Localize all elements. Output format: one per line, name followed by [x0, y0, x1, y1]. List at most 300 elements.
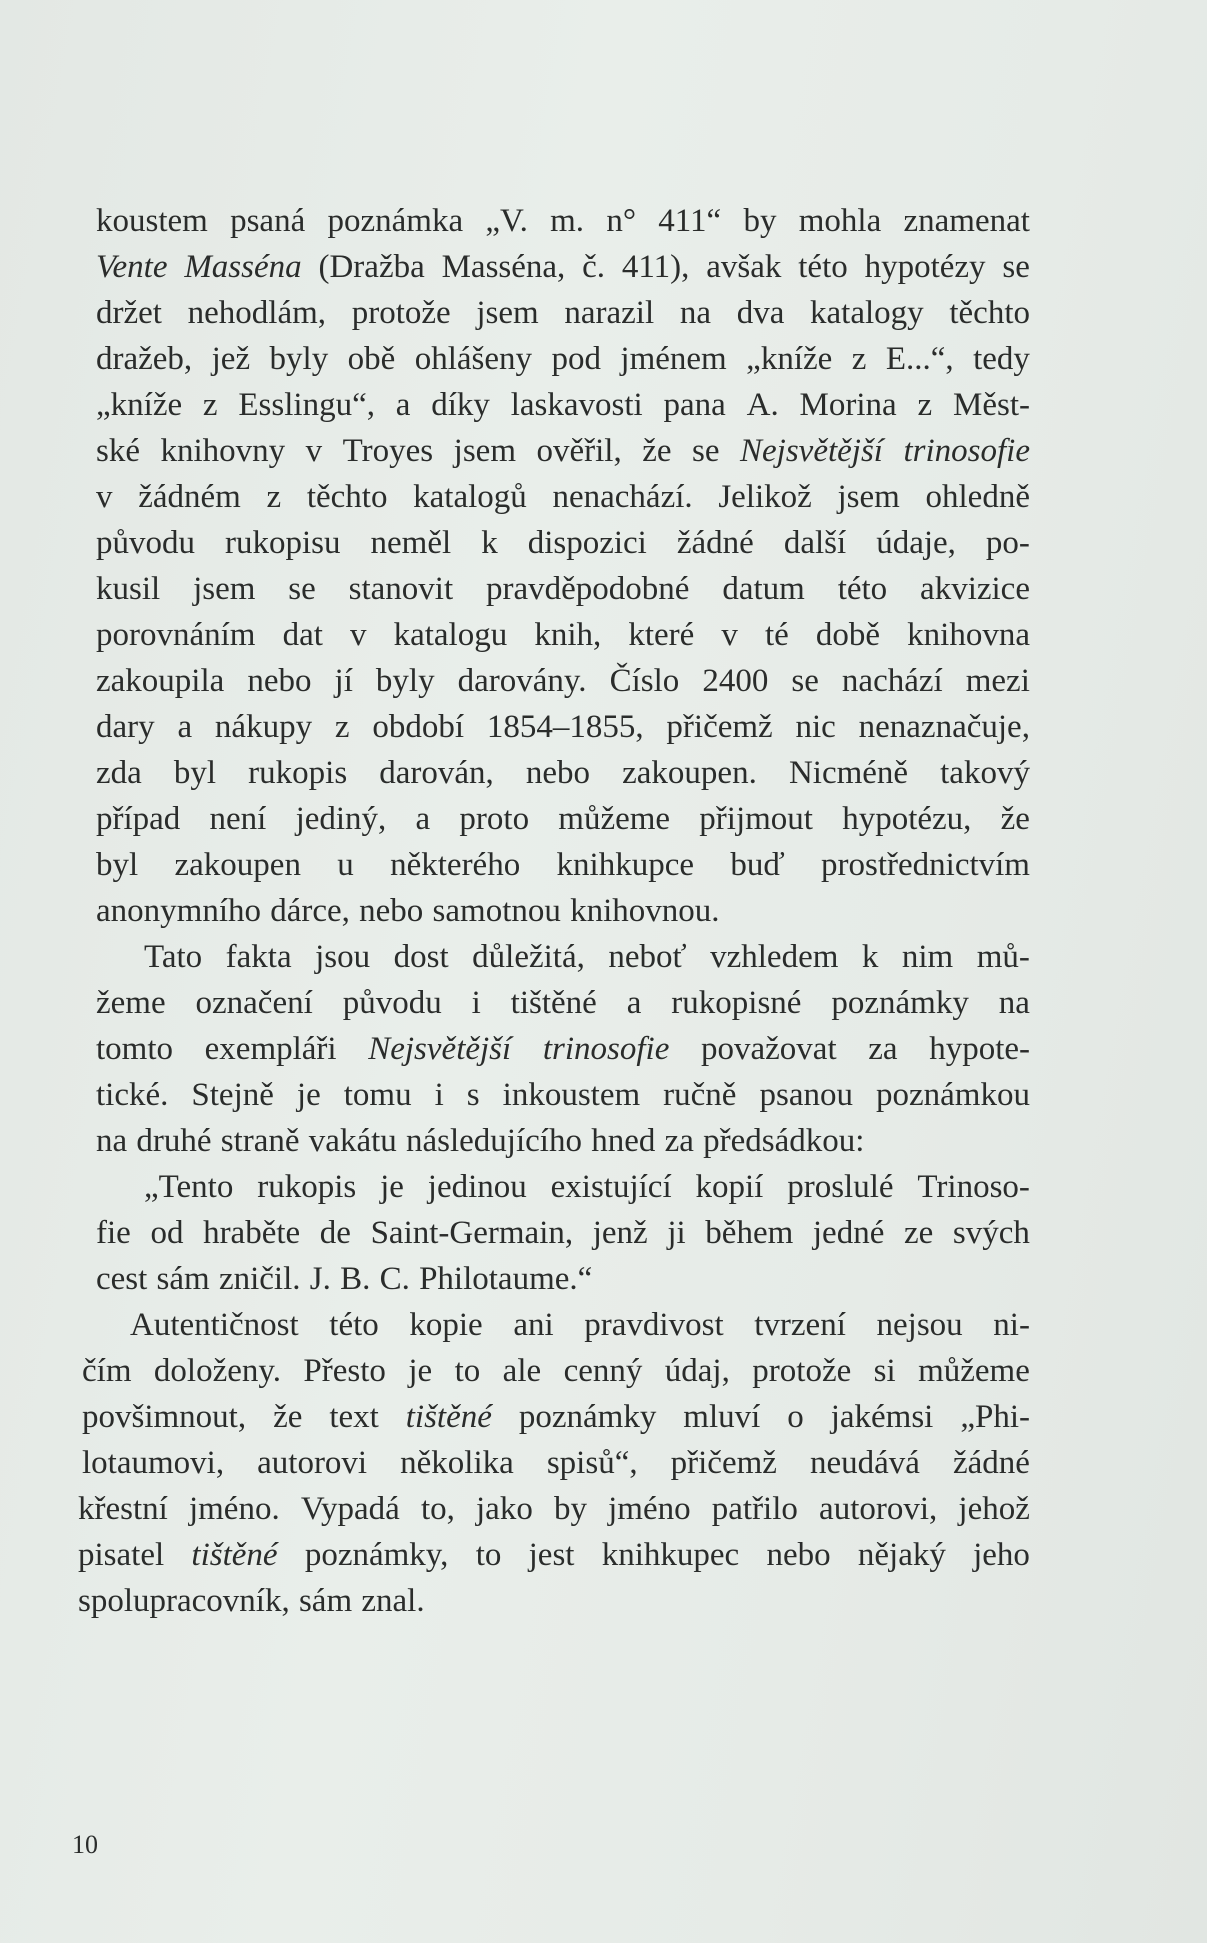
word: E...“, [885, 341, 954, 377]
text-line [78, 1486, 1030, 1532]
word: dva [736, 295, 785, 331]
word: následujícího [406, 1123, 582, 1159]
text-line [96, 566, 1030, 612]
word: Vypadá [300, 1491, 400, 1527]
word: avšak [706, 249, 782, 285]
word: jsem [453, 433, 516, 469]
word: 411“ [658, 203, 722, 239]
word: anonymního [96, 893, 261, 929]
word: cest [96, 1261, 148, 1297]
word: pana [663, 387, 726, 423]
word: spolupracovník, [78, 1583, 290, 1619]
word: jest [528, 1537, 575, 1573]
word: předsádkou: [703, 1123, 865, 1159]
text-line [96, 750, 1030, 796]
text-line [96, 704, 1030, 750]
word: cenný [563, 1353, 643, 1389]
italic-word: Nejsvětější [740, 433, 883, 469]
word: dost [393, 939, 449, 975]
word: té [764, 617, 789, 653]
word: zakoupen. [622, 755, 757, 791]
word: autorovi, [819, 1491, 938, 1527]
word: jakémsi [830, 1399, 934, 1435]
word: Měst- [952, 387, 1030, 423]
word: Autentičnost [130, 1307, 299, 1343]
word: znamenat [903, 203, 1030, 239]
word: za [664, 1123, 694, 1159]
page-number: 10 [72, 1830, 98, 1859]
word: nehodlám, [187, 295, 327, 331]
word: proto [459, 801, 530, 837]
word: některého [390, 847, 521, 883]
word: je [380, 1169, 404, 1205]
word: povšimnout, [82, 1399, 247, 1435]
word: ské [96, 433, 140, 469]
word: můžeme [918, 1353, 1030, 1389]
word: Číslo [609, 663, 680, 699]
word: protože [752, 1353, 852, 1389]
word: původu [342, 985, 442, 1021]
word: „V. [485, 203, 528, 239]
text-line [82, 1440, 1030, 1486]
word: jehož [958, 1491, 1030, 1527]
word: jí [334, 663, 353, 699]
word: laskavosti [510, 387, 643, 423]
body-text [78, 198, 1030, 1624]
word: o [787, 1399, 804, 1435]
word: z [334, 709, 350, 745]
word: poznámkou [876, 1077, 1030, 1113]
word: psanou [759, 1077, 853, 1113]
word: době [815, 617, 881, 653]
word: přičemž [670, 1445, 777, 1481]
word: ověřil, [536, 433, 622, 469]
word: jsem [476, 295, 539, 331]
word: C. [379, 1261, 410, 1297]
text-line [96, 474, 1030, 520]
word: katalogy [810, 295, 924, 331]
word: několika [400, 1445, 514, 1481]
word: žádné [676, 525, 754, 561]
word: k [861, 939, 879, 975]
word: údaje, [876, 525, 956, 561]
word: i [471, 985, 481, 1021]
text-line [96, 1164, 1030, 1210]
word: dispozici [527, 525, 647, 561]
word: „Phi- [960, 1399, 1030, 1435]
word: sám [156, 1261, 210, 1297]
text-line [96, 1118, 1030, 1164]
word: byly [375, 663, 435, 699]
word: Nicméně [788, 755, 909, 791]
word: z [202, 387, 218, 423]
word: knihovna [907, 617, 1030, 653]
word: označení [195, 985, 313, 1021]
text-line [96, 1026, 1030, 1072]
word: hraběte [203, 1215, 301, 1251]
word: z [851, 341, 867, 377]
word: by [553, 1491, 587, 1527]
word: v [305, 433, 323, 469]
word: ale [502, 1353, 542, 1389]
word: ručně [663, 1077, 737, 1113]
word: nákupy [214, 709, 313, 745]
word: tvrzení [754, 1307, 846, 1343]
word: rukopis [248, 755, 348, 791]
word: spisů“, [546, 1445, 638, 1481]
word: považovat [701, 1031, 837, 1067]
word: neboť [608, 939, 687, 975]
word: 2400 [702, 663, 769, 699]
word: není [209, 801, 267, 837]
word: na [96, 1123, 128, 1159]
word: 411), [621, 249, 690, 285]
word: tomu [343, 1077, 412, 1113]
word: ani [513, 1307, 554, 1343]
word: to [454, 1353, 481, 1389]
word: jeho [973, 1537, 1030, 1573]
word: dárce, [270, 893, 350, 929]
word: Masséna, [441, 249, 566, 285]
text-line [96, 244, 1030, 290]
text-line [96, 796, 1030, 842]
word: narazil [564, 295, 655, 331]
word: hypotézu, [842, 801, 972, 837]
word: jež [211, 341, 251, 377]
word: to [475, 1537, 502, 1573]
word: mohla [798, 203, 882, 239]
word: proslulé [787, 1169, 894, 1205]
word: rukopis [257, 1169, 357, 1205]
word: tedy [973, 341, 1030, 377]
word: důležitá, [472, 939, 585, 975]
word: jméno [608, 1491, 691, 1527]
word: k [481, 525, 498, 561]
word: Tato [144, 939, 203, 975]
italic-word: Masséna [184, 249, 302, 285]
text-line [96, 1256, 1030, 1302]
word: na [679, 295, 711, 331]
word: se [692, 433, 720, 469]
text-line [96, 290, 1030, 336]
word: zakoupila [96, 663, 225, 699]
word: je [296, 1077, 321, 1113]
word: „kníže [96, 387, 183, 423]
word: nic [795, 709, 836, 745]
italic-word: trinosofie [542, 1031, 670, 1067]
word: svých [952, 1215, 1030, 1251]
text-line [96, 658, 1030, 704]
word: žeme [96, 985, 166, 1021]
word: ze [903, 1215, 934, 1251]
word: knihkupec [601, 1537, 740, 1573]
word: 1854–1855, [486, 709, 644, 745]
word: ohlášeny [414, 341, 533, 377]
word: díky [431, 387, 490, 423]
italic-word: trinosofie [903, 433, 1030, 469]
word: byl [96, 847, 139, 883]
text-line [96, 612, 1030, 658]
word: sám [298, 1583, 353, 1619]
word: zničil. [218, 1261, 301, 1297]
word: akvizice [920, 571, 1030, 607]
word: hypote- [929, 1031, 1030, 1067]
word: jsem [837, 479, 900, 515]
word: text [329, 1399, 379, 1435]
word: nebo [359, 893, 424, 929]
word: této [329, 1307, 379, 1343]
word: že [642, 433, 672, 469]
word: jménem [620, 341, 727, 377]
word: jenž [592, 1215, 648, 1251]
word: i [434, 1077, 444, 1113]
word: kusil [96, 571, 161, 607]
word: z [917, 387, 933, 423]
word: původu [96, 525, 195, 561]
word: Přesto [303, 1353, 386, 1389]
word: mezi [965, 663, 1030, 699]
word: dary [96, 709, 155, 745]
text-line [96, 980, 1030, 1026]
word: Jelikož [718, 479, 812, 515]
word: Trinoso- [917, 1169, 1030, 1205]
word: jako [476, 1491, 533, 1527]
word: ji [667, 1215, 686, 1251]
word: protože [351, 295, 451, 331]
word: další [783, 525, 847, 561]
word: nejsou [876, 1307, 963, 1343]
word: poznámky, [304, 1537, 449, 1573]
word: pod [551, 341, 601, 377]
word: lotaumovi, [82, 1445, 225, 1481]
word: poznámky [518, 1399, 657, 1435]
word: kopií [695, 1169, 764, 1205]
word: prostřednictvím [821, 847, 1030, 883]
word: nenaznačuje, [858, 709, 1030, 745]
text-line [96, 198, 1030, 244]
word: katalogu [393, 617, 508, 653]
word: ohledně [925, 479, 1030, 515]
word: pisatel [78, 1537, 165, 1573]
word: jediný, [295, 801, 387, 837]
word: zakoupen [174, 847, 301, 883]
word: žádné [952, 1445, 1030, 1481]
word: v [96, 479, 113, 515]
word: se [288, 571, 316, 607]
word: stanovit [348, 571, 454, 607]
word: neudává [809, 1445, 920, 1481]
italic-word: tištěné [191, 1537, 278, 1573]
text-line [96, 382, 1030, 428]
word: Saint-Germain, [370, 1215, 574, 1251]
text-line [96, 888, 1030, 934]
text-line [96, 520, 1030, 566]
word: rukopisné [671, 985, 802, 1021]
word: a [395, 387, 411, 423]
word: za [868, 1031, 898, 1067]
word: knih, [534, 617, 602, 653]
word: s [466, 1077, 480, 1113]
word: mluví [683, 1399, 761, 1435]
word: u [337, 847, 354, 883]
word: nebo [525, 755, 591, 791]
word: n° [606, 203, 637, 239]
word: knihkupce [556, 847, 695, 883]
word: přijmout [699, 801, 813, 837]
text-line [96, 1072, 1030, 1118]
word: nebo [247, 663, 312, 699]
word: doloženy. [153, 1353, 281, 1389]
word: m. [550, 203, 585, 239]
text-line [82, 1348, 1030, 1394]
word: údaj, [664, 1353, 730, 1389]
word: a [415, 801, 431, 837]
word: vzhledem [710, 939, 839, 975]
word: nim [901, 939, 954, 975]
word: těchto [949, 295, 1030, 331]
word: druhé [136, 1123, 212, 1159]
word: poznámky [831, 985, 969, 1021]
word: datum [722, 571, 805, 607]
word: přičemž [666, 709, 773, 745]
word: které [628, 617, 695, 653]
word: této [837, 571, 888, 607]
word: takový [940, 755, 1030, 791]
word: jedinou [427, 1169, 527, 1205]
word: katalogů [413, 479, 527, 515]
word: a [626, 985, 642, 1021]
word: křestní [78, 1491, 168, 1527]
word: případ [96, 801, 181, 837]
word: si [873, 1353, 896, 1389]
word: můžeme [558, 801, 671, 837]
text-line [96, 336, 1030, 382]
word: fakta [225, 939, 292, 975]
word: patřilo [711, 1491, 798, 1527]
word: J. [309, 1261, 331, 1297]
word: po- [985, 525, 1030, 561]
word: (Dražba [318, 249, 425, 285]
word: byly [269, 341, 329, 377]
text-line [96, 1210, 1030, 1256]
text-line [96, 934, 1030, 980]
word: tické. [96, 1077, 169, 1113]
word: B. [340, 1261, 371, 1297]
word: obě [347, 341, 396, 377]
word: jsem [193, 571, 256, 607]
word: samotnou [432, 893, 561, 929]
italic-word: tištěné [405, 1399, 492, 1435]
word: z [266, 479, 282, 515]
word: Esslingu“, [238, 387, 375, 423]
text-line [96, 428, 1030, 474]
word: mů- [976, 939, 1030, 975]
word: žádném [138, 479, 241, 515]
word: byl [173, 755, 217, 791]
word: nebo [766, 1537, 831, 1573]
word: straně [220, 1123, 300, 1159]
word: to, [420, 1491, 455, 1527]
word: zda [96, 755, 142, 791]
word: jedné [812, 1215, 885, 1251]
word: čím [82, 1353, 132, 1389]
word: vakátu [308, 1123, 397, 1159]
word: že [1000, 801, 1030, 837]
word: jsou [315, 939, 371, 975]
word: Troyes [342, 433, 434, 469]
word: tomto [96, 1031, 174, 1067]
word: jméno. [188, 1491, 280, 1527]
word: poznámka [327, 203, 464, 239]
word: hned [591, 1123, 656, 1159]
word: a [177, 709, 193, 745]
word: od [150, 1215, 184, 1251]
word: dat [282, 617, 323, 653]
word: koustem [96, 203, 208, 239]
word: se [791, 663, 819, 699]
word: č. [582, 249, 606, 285]
word: nějaký [857, 1537, 946, 1573]
word: znal. [361, 1583, 425, 1619]
word: exempláři [204, 1031, 337, 1067]
word: existující [550, 1169, 672, 1205]
word: knihovny [160, 433, 286, 469]
word: těchto [306, 479, 388, 515]
word: je [408, 1353, 433, 1389]
word: inkoustem [502, 1077, 641, 1113]
word: rukopisu [225, 525, 341, 561]
word: nachází [841, 663, 943, 699]
word: „Tento [144, 1169, 234, 1205]
word: fie [96, 1215, 131, 1251]
word: Philotaume.“ [419, 1261, 593, 1297]
text-line [78, 1532, 1030, 1578]
word: v [721, 617, 738, 653]
word: Stejně [191, 1077, 274, 1113]
word: psaná [230, 203, 306, 239]
word: tištěné [510, 985, 597, 1021]
word: porovnáním [96, 617, 256, 653]
word: na [998, 985, 1030, 1021]
word: že [273, 1399, 303, 1435]
text-line [78, 1578, 1030, 1624]
word: této [798, 249, 848, 285]
word: v [350, 617, 367, 653]
word: držet [96, 295, 162, 331]
word: pravdivost [584, 1307, 724, 1343]
italic-word: Nejsvětější [368, 1031, 512, 1067]
word: pravděpodobné [486, 571, 690, 607]
word: hypotézy [864, 249, 986, 285]
word: buď [730, 847, 785, 883]
text-line [82, 1302, 1030, 1348]
word: „kníže [746, 341, 833, 377]
word: A. [746, 387, 779, 423]
italic-word: Vente [96, 249, 168, 285]
word: se [1002, 249, 1030, 285]
text-line [96, 842, 1030, 888]
word: darovány. [457, 663, 587, 699]
word: období [372, 709, 465, 745]
word: Morina [799, 387, 897, 423]
word: autorovi [257, 1445, 368, 1481]
word: kopie [409, 1307, 483, 1343]
word: dražeb, [96, 341, 193, 377]
word: ni- [993, 1307, 1030, 1343]
word: de [319, 1215, 351, 1251]
word: knihovnou. [570, 893, 720, 929]
word: během [705, 1215, 794, 1251]
